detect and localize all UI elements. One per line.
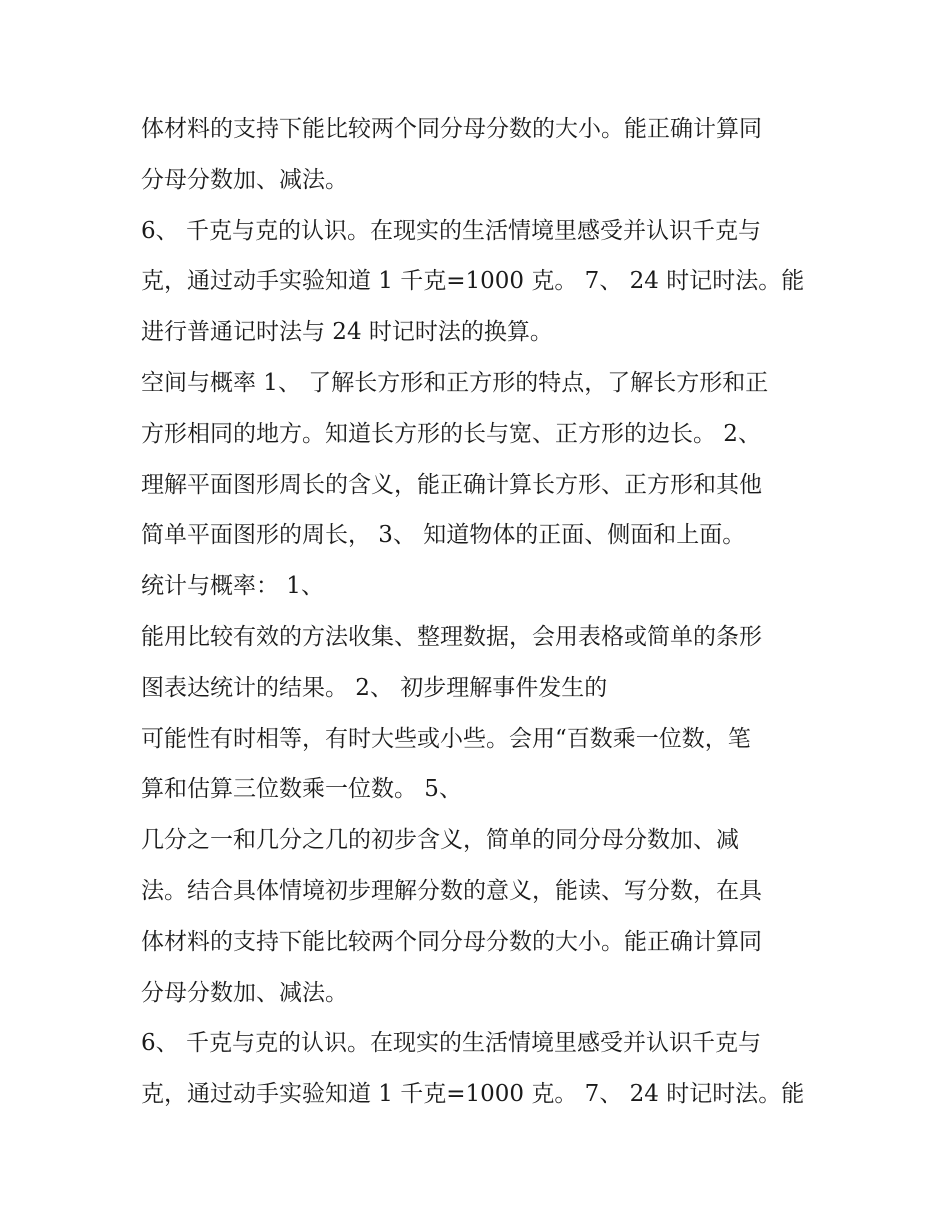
text-line: 6、 千克与克的认识。在现实的生活情境里感受并认识千克与 bbox=[141, 217, 761, 244]
text-line: 进行普通记时法与 24 时记时法的换算。 bbox=[141, 319, 553, 346]
text-line: 克，通过动手实验知道 1 千克=1000 克。 7、 24 时记时法。能 bbox=[141, 1081, 805, 1108]
text-line: 克，通过动手实验知道 1 千克=1000 克。 7、 24 时记时法。能 bbox=[141, 268, 805, 295]
text-line: 方形相同的地方。知道长方形的长与宽、正方形的边长。 2、 bbox=[141, 420, 761, 447]
text-line: 分母分数加、减法。 bbox=[141, 166, 348, 193]
text-line: 空间与概率 1、 了解长方形和正方形的特点，了解长方形和正 bbox=[141, 369, 769, 396]
text-line: 法。结合具体情境初步理解分数的意义，能读、写分数，在具 bbox=[141, 877, 762, 904]
document-body bbox=[141, 104, 821, 1120]
text-line: 算和估算三位数乘一位数。 5、 bbox=[141, 776, 462, 803]
text-line: 图表达统计的结果。 2、 初步理解事件发生的 bbox=[141, 674, 608, 701]
text-line: 统计与概率： 1、 bbox=[141, 573, 324, 600]
text-line: 分母分数加、减法。 bbox=[141, 979, 348, 1006]
text-line: 体材料的支持下能比较两个同分母分数的大小。能正确计算同 bbox=[141, 928, 762, 955]
text-line: 可能性有时相等，有时大些或小些。会用“百数乘一位数，笔 bbox=[141, 725, 751, 752]
text-line: 几分之一和几分之几的初步含义，简单的同分母分数加、减 bbox=[141, 827, 739, 854]
text-line: 体材料的支持下能比较两个同分母分数的大小。能正确计算同 bbox=[141, 116, 762, 142]
text-line: 理解平面图形周长的含义，能正确计算长方形、正方形和其他 bbox=[141, 471, 762, 498]
text-line: 简单平面图形的周长， 3、 知道物体的正面、侧面和上面。 bbox=[141, 522, 746, 549]
text-line: 能用比较有效的方法收集、整理数据，会用表格或简单的条形 bbox=[141, 623, 762, 650]
text-line: 6、 千克与克的认识。在现实的生活情境里感受并认识千克与 bbox=[141, 1030, 761, 1057]
